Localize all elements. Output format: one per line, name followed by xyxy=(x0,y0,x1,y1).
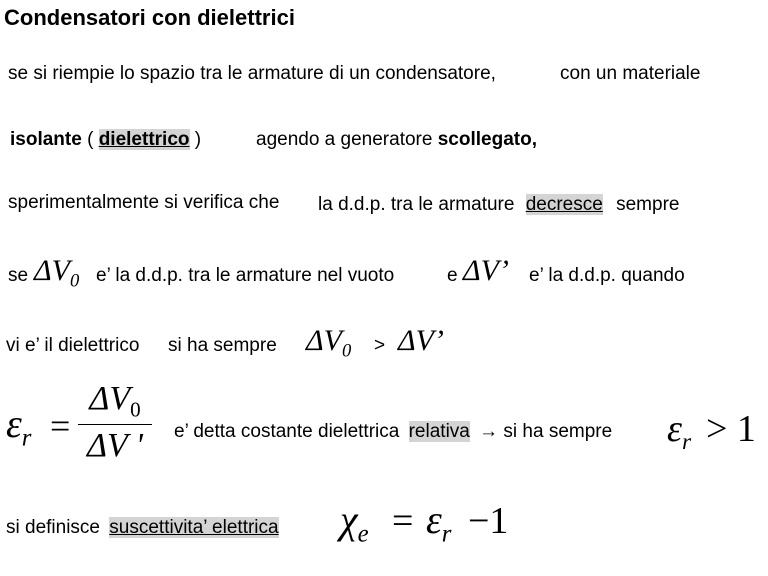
delta-v0-lhs: $\Delta V_0$ xyxy=(306,324,352,362)
isolante-label: isolante xyxy=(10,129,82,150)
eq1-arrow-text: → si ha sempre xyxy=(479,421,613,442)
text-line-4 xyxy=(96,266,394,285)
line5-part-a: vi e’ il dielettrico xyxy=(6,335,140,356)
line3-part-b: la d.d.p. tra le armature xyxy=(318,194,515,215)
slide-title: Condensatori con dielettrici xyxy=(4,5,295,30)
delta-v-prime-symbol: ΔV’ xyxy=(463,254,509,287)
scollegato-label: scollegato, xyxy=(437,129,537,150)
fraction-denominator: ΔV ' xyxy=(87,427,143,465)
line4-part-a: e’ la d.d.p. tra le armature nel vuoto xyxy=(96,265,395,286)
line1-part-a: se si riempie lo spazio tra le armature di un condensatore, xyxy=(8,63,496,84)
text-line-3 xyxy=(8,193,279,212)
line4-e: e xyxy=(447,265,458,286)
text-line-2 xyxy=(10,130,201,149)
line3-part-c: sempre xyxy=(616,194,680,215)
eq2-epsilon-r: $\varepsilon_r$ xyxy=(426,497,452,548)
epsilon-r-rhs: $\varepsilon_r$ xyxy=(667,408,692,456)
text-line-2b xyxy=(256,130,537,149)
epsilon-r-symbol: $\varepsilon_r$ xyxy=(6,401,32,452)
close-paren: ) xyxy=(194,129,202,150)
text-line-1b xyxy=(560,64,700,83)
decresce-term: decresce xyxy=(525,194,603,215)
text-line-1 xyxy=(8,64,496,83)
eq2-minus-one: −1 xyxy=(468,500,509,542)
dielettrico-term: dielettrico xyxy=(98,129,190,150)
eq1-text xyxy=(174,422,612,441)
chi-e-symbol: $\chi_e$ xyxy=(340,497,369,548)
fraction xyxy=(78,382,152,463)
eq2-text xyxy=(6,518,279,537)
line2-part-b: agendo a generatore xyxy=(256,129,433,150)
line4-part-b: e’ la d.d.p. quando xyxy=(529,265,685,286)
greater-than: > xyxy=(374,335,386,356)
suscettivita-term: suscettivita’ elettrica xyxy=(109,517,279,538)
open-paren: ( xyxy=(87,129,94,150)
delta-v-prime-rhs: ΔV’ xyxy=(398,324,444,357)
fraction-numerator: $\Delta V_0$ xyxy=(89,380,141,422)
line3-part-a: sperimentalmente si verifica che xyxy=(8,192,280,213)
fraction-bar xyxy=(78,424,152,425)
eq1-description: e’ detta costante dielettrica xyxy=(174,421,400,442)
greater-than-one: > 1 xyxy=(706,408,756,450)
line1-part-b: con un materiale xyxy=(560,63,701,84)
line4-se: se xyxy=(8,265,29,286)
delta-v0-symbol: $\Delta V_0$ xyxy=(34,254,80,292)
relativa-term: relativa xyxy=(408,421,470,442)
line5-part-b: si ha sempre xyxy=(168,335,277,356)
eq2-equals: = xyxy=(392,500,414,542)
eq2-description: si definisce xyxy=(6,517,100,538)
text-line-3b xyxy=(318,195,679,214)
equals-sign: = xyxy=(50,406,71,446)
